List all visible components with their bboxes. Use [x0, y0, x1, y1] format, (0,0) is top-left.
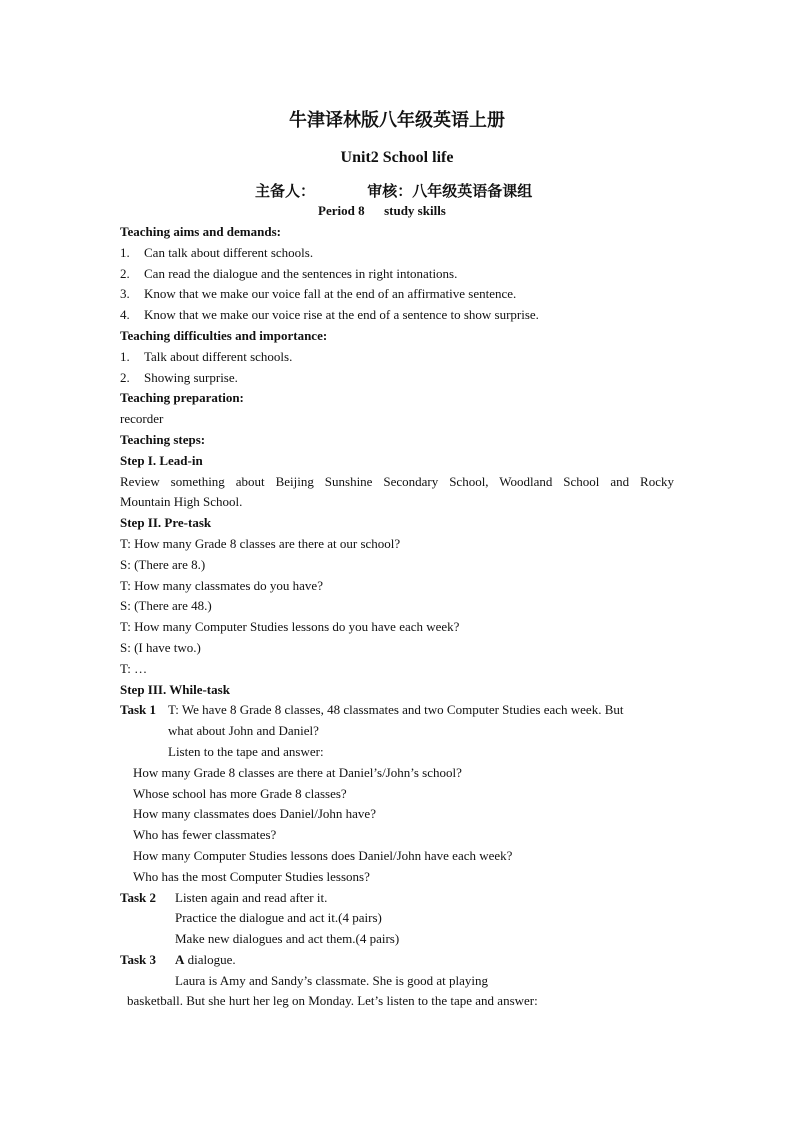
list-item: 1. Can talk about different schools.: [120, 244, 314, 260]
question-item: How many classmates does Daniel/John have?: [133, 806, 376, 822]
dialogue-line: T: How many Grade 8 classes are there at our school?: [120, 535, 401, 551]
step2-heading: Step II. Pre-task: [120, 515, 212, 531]
task1-label: Task 1: [120, 702, 157, 718]
list-item: 2. Showing surprise.: [120, 369, 238, 385]
list-item: 3. Know that we make our voice fall at the end of an affirmative sentence.: [120, 286, 517, 302]
step1-text-line1: Review something about Beijing Sunshine Secondary School, Woodland School and Rocky: [120, 473, 674, 489]
unit-title: Unit2 School life: [340, 149, 454, 166]
preparation-text: recorder: [120, 411, 164, 427]
period-line: [318, 203, 446, 219]
task3-line3: basketball. But she hurt her leg on Monday. Let’s listen to the tape and answer:: [127, 993, 538, 1009]
question-item: Whose school has more Grade 8 classes?: [133, 785, 347, 801]
aims-heading: Teaching aims and demands:: [120, 224, 281, 239]
dialogue-line: S: (There are 48.): [120, 598, 212, 614]
task2-line3: Make new dialogues and act them.(4 pairs): [175, 931, 400, 947]
task3-line2: Laura is Amy and Sandy’s classmate. She is good at playing: [175, 972, 489, 988]
step3-heading: Step III. While-task: [120, 681, 230, 697]
task3-line1: Task 3 A dialogue.: [120, 950, 674, 971]
dialogue-line: S: (There are 8.): [120, 556, 206, 572]
period-topic: study skills: [384, 203, 446, 218]
question-item: Who has the most Computer Studies lessons?: [133, 868, 370, 884]
dialogue-line: T: How many Computer Studies lessons do you have each week?: [120, 619, 460, 635]
task2-label: Task 2: [120, 889, 157, 905]
dialogue-line: S: (I have two.): [120, 639, 201, 655]
dialogue-line: T: …: [120, 660, 148, 676]
task3-label: Task 3: [120, 951, 157, 967]
document-body: [120, 222, 674, 1012]
step1-text-line2: Mountain High School.: [120, 494, 243, 510]
preparer-label: 主备人：: [255, 182, 316, 200]
list-item: 2. Can read the dialogue and the sentences in right intonations.: [120, 265, 458, 281]
task2-line2: Practice the dialogue and act it.(4 pairs): [175, 910, 382, 926]
period-number: Period 8: [318, 203, 365, 218]
preparation-heading: Teaching preparation:: [120, 390, 244, 406]
step1-heading: Step I. Lead-in: [120, 452, 203, 468]
document-title-chinese: 牛津译林版八年级英语上册: [289, 110, 505, 131]
task1-line1: Task 1 T: We have 8 Grade 8 classes, 48 classmates and two Computer Studies each week. But: [120, 700, 674, 721]
reviewer-label: 审核：八年级英语备课组: [367, 182, 533, 200]
task1-line3: Listen to the tape and answer:: [168, 743, 324, 759]
difficulties-heading: Teaching difficulties and importance:: [120, 327, 328, 343]
question-item: How many Computer Studies lessons does Daniel/John have each week?: [133, 847, 513, 863]
list-item: 1. Talk about different schools.: [120, 348, 293, 364]
list-item: 4. Know that we make our voice rise at the end of a sentence to show surprise.: [120, 307, 539, 323]
preparer-line: [255, 180, 532, 201]
task1-line2: what about John and Daniel?: [168, 723, 319, 739]
question-item: How many Grade 8 classes are there at Daniel’s/John’s school?: [133, 764, 462, 780]
dialogue-line: T: How many classmates do you have?: [120, 577, 323, 593]
question-item: Who has fewer classmates?: [133, 827, 277, 843]
task2-line1: Task 2 Listen again and read after it.: [120, 888, 674, 909]
steps-heading: Teaching steps:: [120, 431, 206, 447]
